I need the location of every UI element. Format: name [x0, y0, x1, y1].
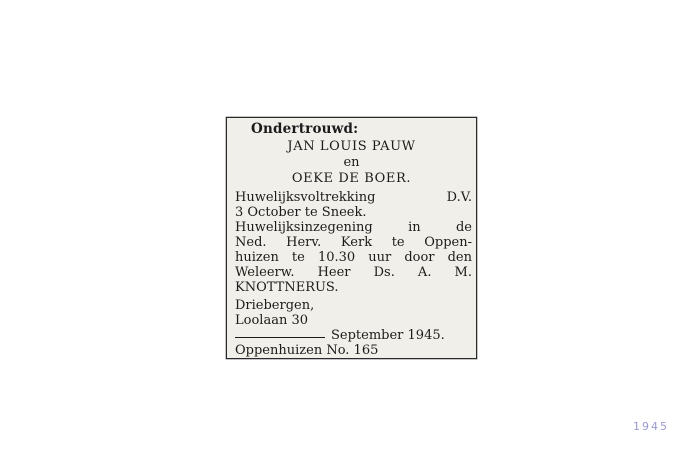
- body-line: huizen te 10.30 uur door den: [235, 250, 472, 265]
- date-line: [235, 328, 472, 344]
- announcement-date: September 1945.: [331, 328, 445, 343]
- body-line: Ned. Herv. Kerk te Oppen-: [235, 235, 472, 250]
- announcement-heading: Ondertrouwd:: [251, 121, 359, 137]
- body-line: KNOTTNERUS.: [235, 280, 339, 295]
- address-line: Loolaan 30: [235, 313, 308, 328]
- body-line: Huwelijksvoltrekking D.V.: [235, 190, 472, 205]
- handwritten-year-note: 1945: [633, 420, 669, 433]
- newspaper-clipping: [226, 117, 477, 359]
- address-line: Driebergen,: [235, 298, 315, 313]
- bride-name: OEKE DE BOER.: [291, 171, 412, 186]
- body-line: Weleerw. Heer Ds. A. M.: [235, 265, 472, 280]
- body-line: Huwelijksinzegening in de: [235, 220, 472, 235]
- date-blank-rule: [235, 337, 325, 338]
- body-line: 3 October te Sneek.: [235, 205, 367, 220]
- conjunction: en: [343, 155, 360, 170]
- groom-name: JAN LOUIS PAUW: [287, 139, 416, 154]
- address-line: Oppenhuizen No. 165: [235, 343, 379, 358]
